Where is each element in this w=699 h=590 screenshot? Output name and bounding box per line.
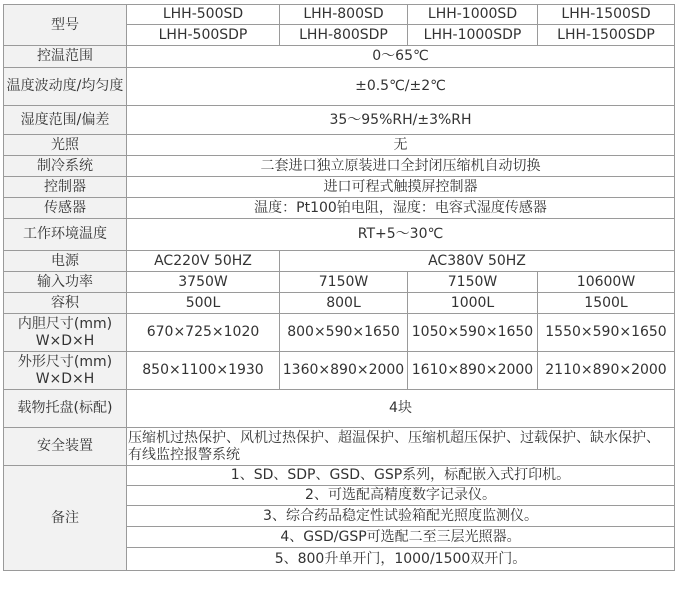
tray-label: 载物托盘(标配) (4, 390, 127, 428)
safety-row (4, 428, 675, 466)
note-item: 1、SD、SDP、GSD、GSP系列，标配嵌入式打印机。 (127, 466, 675, 486)
model-cell: LHH-1000SD (408, 5, 538, 25)
temp-fluct-label: 温度波动度/均匀度 (4, 68, 127, 106)
notes-row (4, 466, 675, 486)
inner-size-label-line2: W×D×H (35, 332, 95, 349)
controller-row (4, 177, 675, 198)
input-power-value: 10600W (538, 272, 675, 293)
model-label: 型号 (4, 5, 127, 46)
inner-size-value: 670×725×1020 (127, 314, 280, 352)
tray-row (4, 390, 675, 428)
inner-size-row (4, 314, 675, 352)
model-row-1 (4, 5, 675, 25)
power-value: AC380V 50HZ (280, 251, 675, 272)
tray-value: 4块 (127, 390, 675, 428)
inner-size-value: 1050×590×1650 (408, 314, 538, 352)
outer-size-label-line2: W×D×H (35, 370, 95, 387)
power-label: 电源 (4, 251, 127, 272)
temp-range-value: 0～65℃ (127, 46, 675, 68)
light-row (4, 135, 675, 156)
light-value: 无 (127, 135, 675, 156)
inner-size-label-wrap (5, 316, 125, 350)
temp-fluct-value: ±0.5℃/±2℃ (127, 68, 675, 106)
humidity-label: 湿度范围/偏差 (4, 106, 127, 135)
model-cell: LHH-500SDP (127, 25, 280, 46)
model-cell: LHH-1500SD (538, 5, 675, 25)
volume-value: 500L (127, 293, 280, 314)
model-cell: LHH-1500SDP (538, 25, 675, 46)
inner-size-label-line1: 内胆尺寸(mm) (17, 315, 113, 332)
cooling-row (4, 156, 675, 177)
model-cell: LHH-500SD (127, 5, 280, 25)
outer-size-label-line1: 外形尺寸(mm) (17, 353, 113, 370)
volume-value: 800L (280, 293, 408, 314)
safety-value: 压缩机过热保护、风机过热保护、超温保护、压缩机超压保护、过载保护、缺水保护、有线监控报警系统 (127, 428, 675, 466)
temp-fluct-row (4, 68, 675, 106)
sensor-row (4, 198, 675, 219)
model-cell: LHH-800SDP (280, 25, 408, 46)
outer-size-value: 1610×890×2000 (408, 352, 538, 390)
outer-size-label (4, 352, 127, 390)
outer-size-value: 2110×890×2000 (538, 352, 675, 390)
sensor-label: 传感器 (4, 198, 127, 219)
humidity-row (4, 106, 675, 135)
input-power-value: 7150W (280, 272, 408, 293)
volume-row (4, 293, 675, 314)
notes-label: 备注 (4, 466, 127, 571)
model-cell: LHH-800SD (280, 5, 408, 25)
temp-range-row (4, 46, 675, 68)
spec-table (3, 4, 675, 571)
power-value: AC220V 50HZ (127, 251, 280, 272)
cooling-value: 二套进口独立原装进口全封闭压缩机自动切换 (127, 156, 675, 177)
input-power-value: 7150W (408, 272, 538, 293)
note-item: 4、GSD/GSP可选配二至三层光照器。 (127, 527, 675, 548)
power-row (4, 251, 675, 272)
inner-size-value: 800×590×1650 (280, 314, 408, 352)
controller-label: 控制器 (4, 177, 127, 198)
note-item: 5、800升单开门，1000/1500双开门。 (127, 548, 675, 571)
model-cell: LHH-1000SDP (408, 25, 538, 46)
note-item: 3、综合药品稳定性试验箱配光照度监测仪。 (127, 506, 675, 527)
cooling-label: 制冷系统 (4, 156, 127, 177)
input-power-value: 3750W (127, 272, 280, 293)
humidity-value: 35～95%RH/±3%RH (127, 106, 675, 135)
temp-range-label: 控温范围 (4, 46, 127, 68)
volume-label: 容积 (4, 293, 127, 314)
ambient-row (4, 219, 675, 251)
outer-size-value: 1360×890×2000 (280, 352, 408, 390)
volume-value: 1000L (408, 293, 538, 314)
controller-value: 进口可程式触摸屏控制器 (127, 177, 675, 198)
inner-size-label (4, 314, 127, 352)
input-power-row (4, 272, 675, 293)
sensor-value: 温度：Pt100铂电阻，湿度：电容式湿度传感器 (127, 198, 675, 219)
outer-size-value: 850×1100×1930 (127, 352, 280, 390)
ambient-value: RT+5～30℃ (127, 219, 675, 251)
light-label: 光照 (4, 135, 127, 156)
note-item: 2、可选配高精度数字记录仪。 (127, 486, 675, 506)
outer-size-row (4, 352, 675, 390)
outer-size-label-wrap (5, 354, 125, 388)
safety-label: 安全装置 (4, 428, 127, 466)
input-power-label: 输入功率 (4, 272, 127, 293)
ambient-label: 工作环境温度 (4, 219, 127, 251)
inner-size-value: 1550×590×1650 (538, 314, 675, 352)
volume-value: 1500L (538, 293, 675, 314)
